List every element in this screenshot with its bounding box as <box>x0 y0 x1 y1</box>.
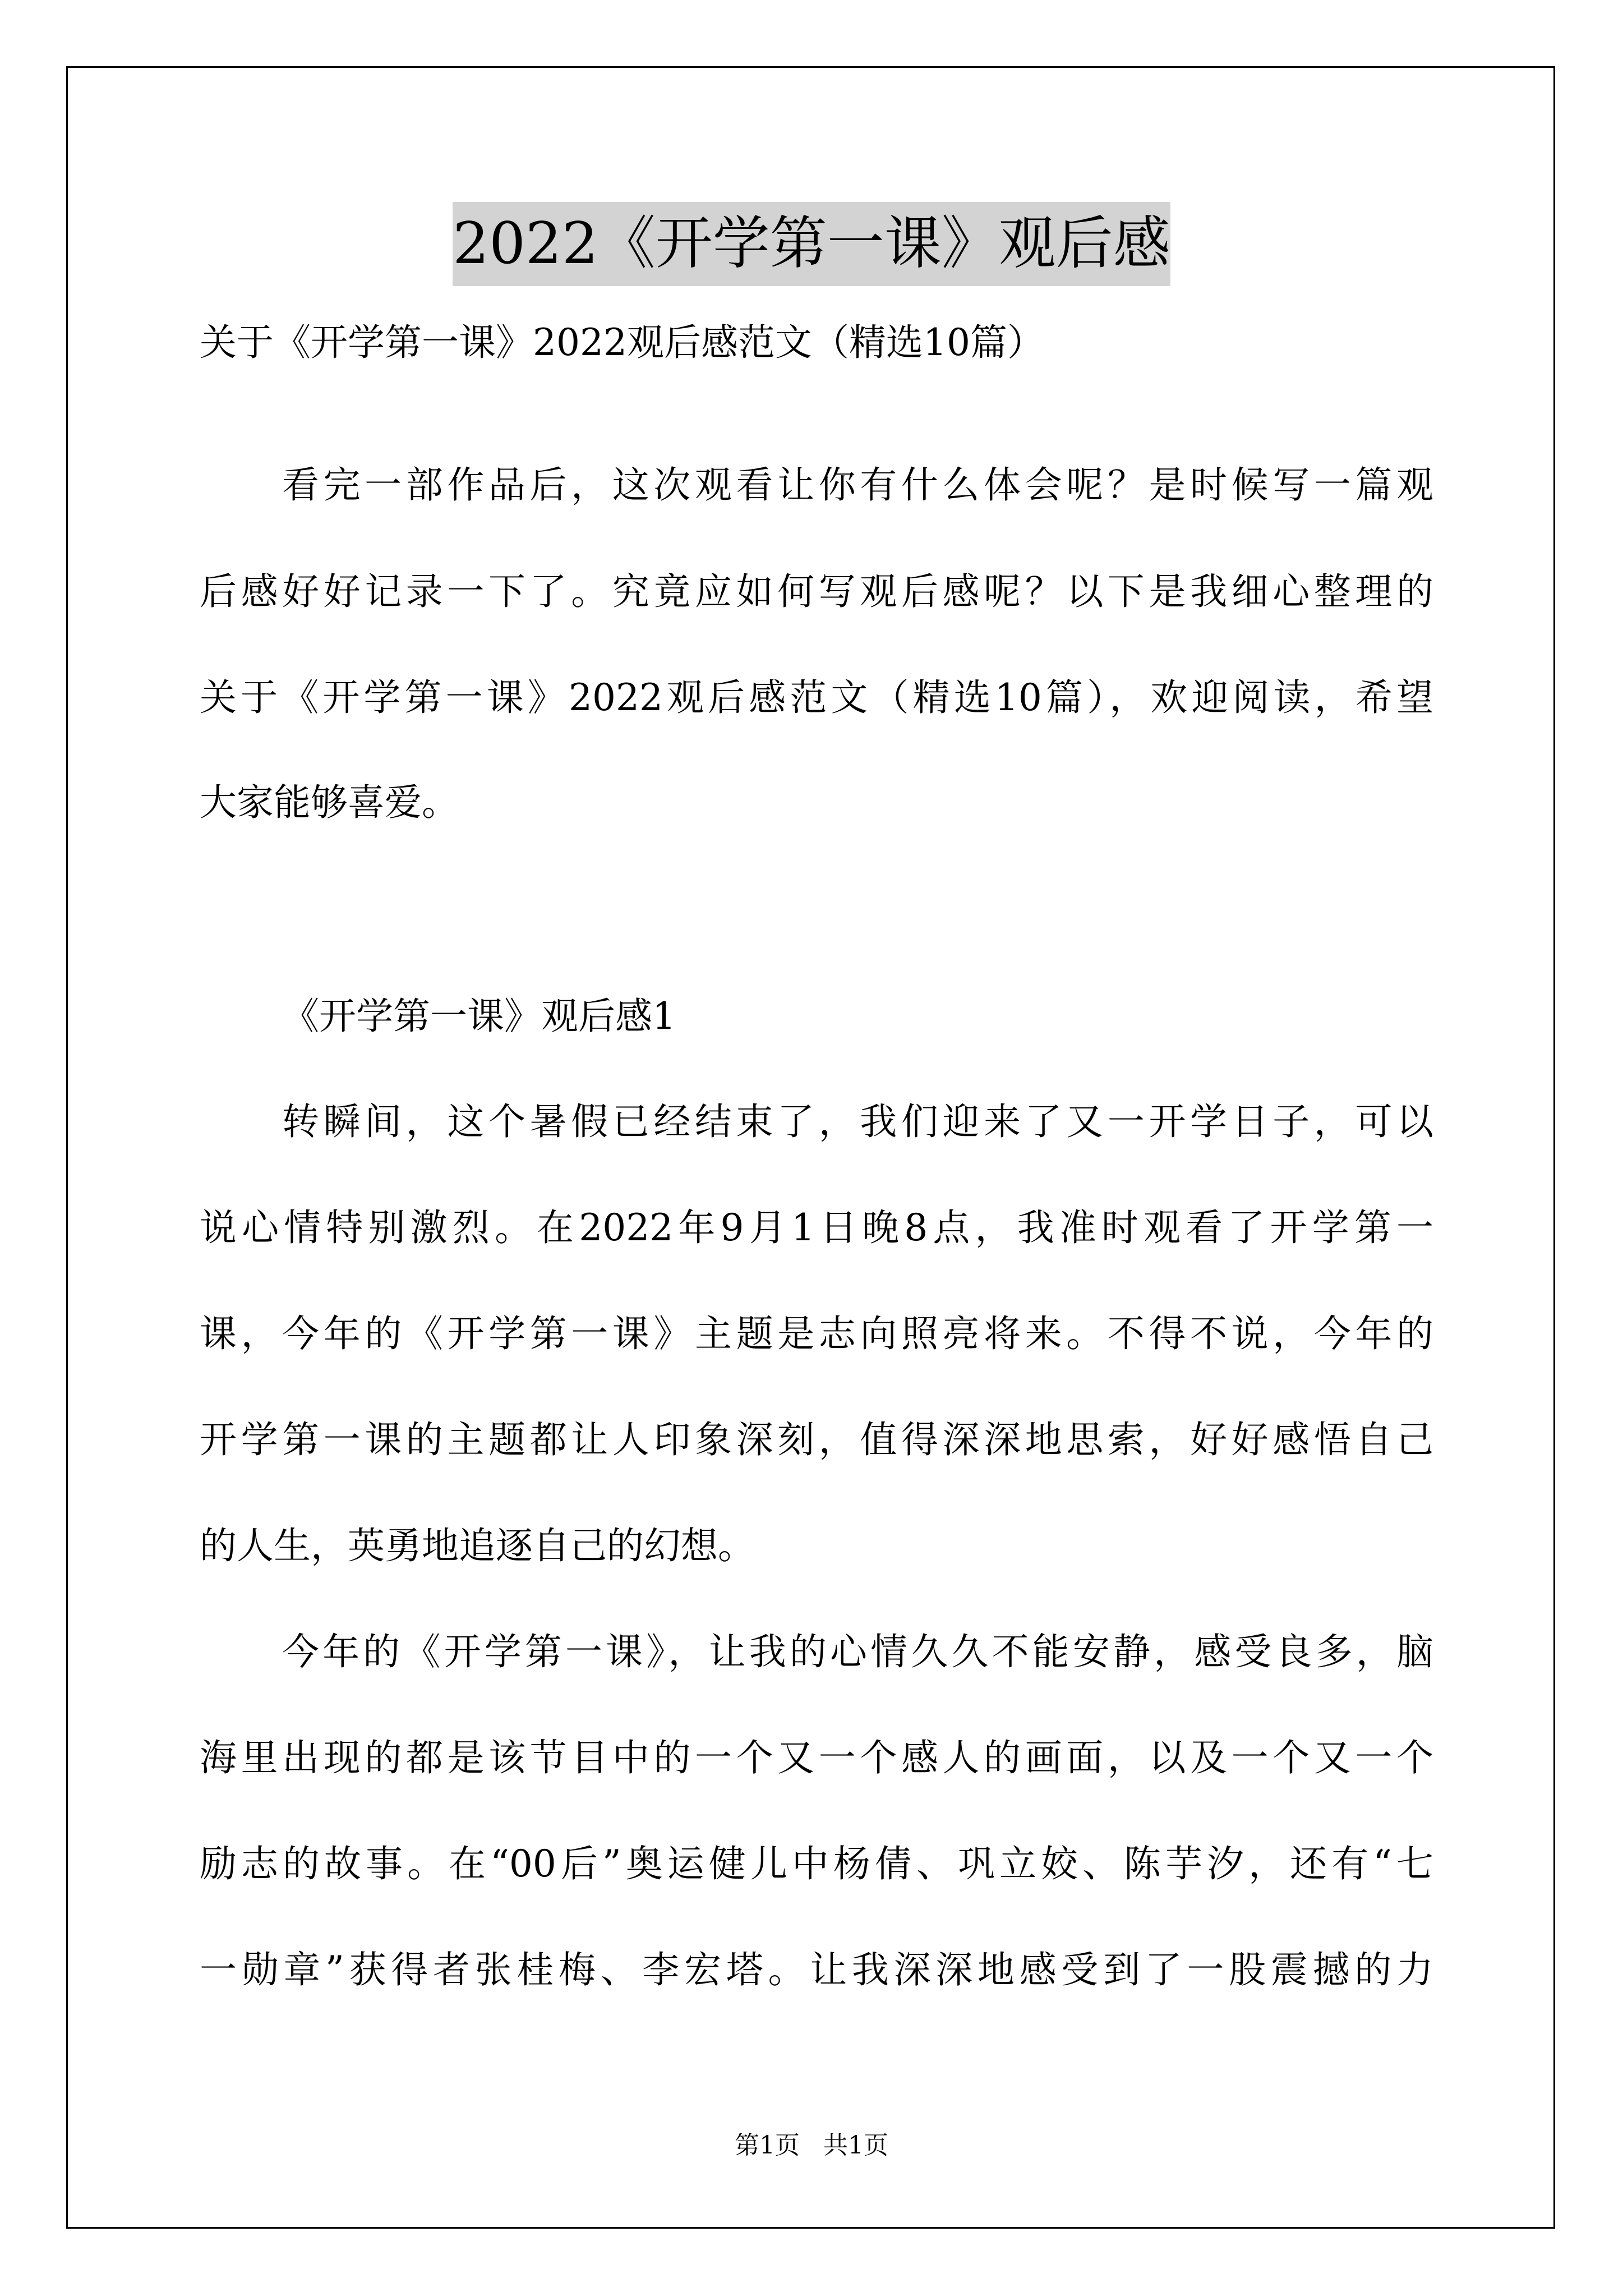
paragraph-line: 说心情特别激烈。在2022年9月1日晚8点，我准时观看了开学第一 <box>200 1206 1433 1249</box>
paragraph-line: 一勋章”获得者张桂梅、李宏塔。让我深深地感受到了一股震撼的力 <box>200 1948 1433 1991</box>
intro-line: 大家能够喜爱。 <box>200 781 459 824</box>
section-heading: 《开学第一课》观后感1 <box>282 995 676 1038</box>
paragraph-line: 今年的《开学第一课》，让我的心情久久不能安静，感受良多，脑 <box>282 1630 1433 1673</box>
paragraph-line: 开学第一课的主题都让人印象深刻，值得深深地思索，好好感悟自己 <box>200 1418 1433 1461</box>
document-subtitle: 关于《开学第一课》2022观后感范文（精选10篇） <box>200 321 1044 364</box>
intro-line: 看完一部作品后，这次观看让你有什么体会呢？是时候写一篇观 <box>282 463 1433 507</box>
page-footer: 第1页 共1页 <box>735 2131 888 2160</box>
intro-line: 后感好好记录一下了。究竟应如何写观后感呢？以下是我细心整理的 <box>200 570 1433 613</box>
page-border <box>66 66 1555 2229</box>
paragraph-line: 的人生，英勇地追逐自己的幻想。 <box>200 1524 755 1567</box>
intro-line: 关于《开学第一课》2022观后感范文（精选10篇），欢迎阅读，希望 <box>200 676 1433 719</box>
title-container <box>0 202 1623 286</box>
paragraph-line: 海里出现的都是该节目中的一个又一个感人的画面，以及一个又一个 <box>200 1736 1433 1779</box>
paragraph-line: 转瞬间，这个暑假已经结束了，我们迎来了又一开学日子，可以 <box>282 1100 1433 1143</box>
paragraph-line: 课，今年的《开学第一课》主题是志向照亮将来。不得不说，今年的 <box>200 1312 1433 1355</box>
paragraph-line: 励志的故事。在“00后”奥运健儿中杨倩、巩立姣、陈芋汐，还有“七 <box>200 1842 1433 1885</box>
document-title: 2022《开学第一课》观后感 <box>453 202 1170 286</box>
